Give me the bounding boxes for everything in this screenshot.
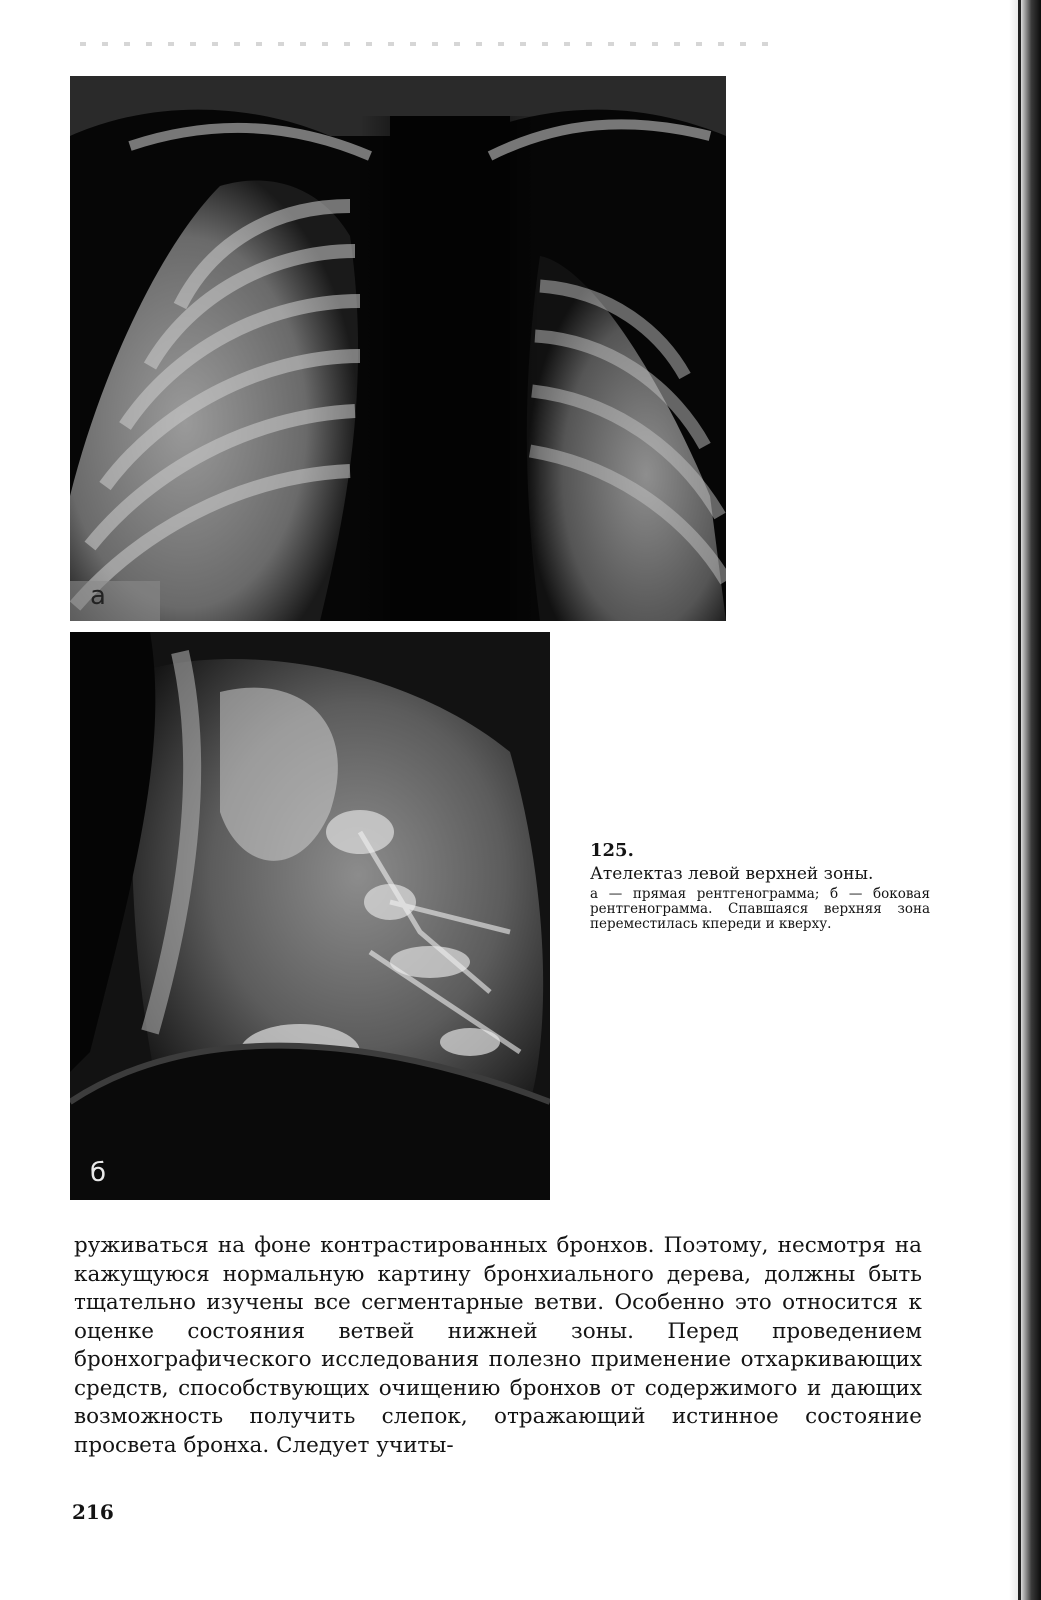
chest-xray-frontal-icon	[70, 76, 726, 621]
figure-number: 125.	[590, 840, 634, 861]
figure-description: а — прямая рентгенограмма; б — боковая рентгенограмма. Спавшаяся верхняя зона переместилась кпереди и кверху.	[590, 886, 930, 932]
page-number: 216	[72, 1500, 114, 1524]
figure-caption	[590, 840, 930, 932]
body-paragraph: руживаться на фоне контрастированных бронхов. Поэтому, несмотря на кажущуюся нормальную картину бронхиального дерева, должны быть тщательно изучены все сегментарные ветви. Особенно это относится к оценке состояния ветвей нижней зоны. Перед проведением бронхографического исследования полезно применение отхаркивающих средств, способствующих очищению бронхов от содержимого и дающих возможность получить слепок, отражающий истинное состояние просвета бронха. Следует учиты-	[74, 1233, 922, 1458]
scan-artifact	[80, 42, 780, 46]
chest-xray-lateral-icon	[70, 632, 550, 1200]
panel-label-b: б	[90, 1158, 107, 1188]
book-spine-edge	[1018, 0, 1021, 1600]
panel-label-a: а	[90, 581, 106, 611]
body-text	[74, 1232, 922, 1460]
xray-frontal-image	[70, 76, 726, 621]
figure-title: Ателектаз левой верхней зоны.	[590, 864, 874, 884]
book-spine-shadow	[1009, 0, 1041, 1600]
xray-lateral-image	[70, 632, 550, 1200]
